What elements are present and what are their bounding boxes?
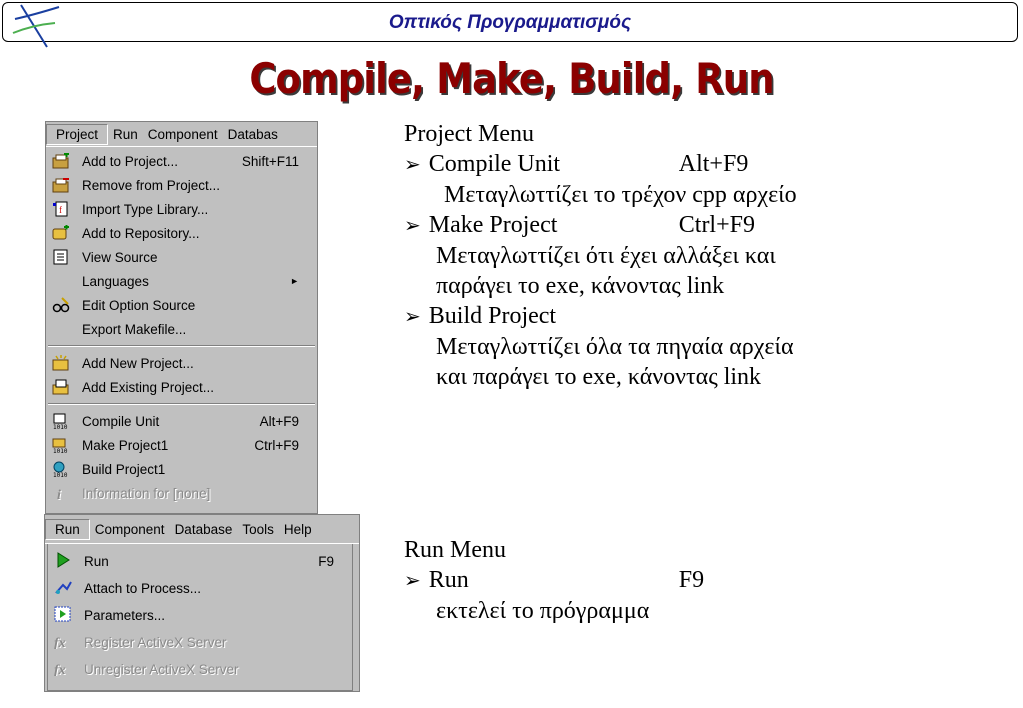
run-heading: Run Menu [404,537,506,563]
run-desc: εκτελεί το πρόγραμμα [436,598,650,624]
menu-run-label: Run [55,521,80,537]
run-key: F9 [678,567,705,593]
menu-item-label: Languages [82,273,149,289]
project-menu-window [45,121,318,514]
menu-item-label: Attach to Process... [84,581,202,596]
svg-text:1010: 1010 [53,424,68,429]
information-icon [52,485,70,501]
menu-item-label: Build Project1 [82,461,166,477]
compile-unit-line [404,149,797,180]
menu-item-label: Add to Project... [82,153,179,169]
project-heading: Project Menu [404,121,534,147]
project-menubar [46,122,317,147]
build-project-line [404,301,797,332]
compile-unit-icon [52,413,70,429]
menu-item-label: Compile Unit [82,413,160,429]
build-project-desc-1: Μεταγλωττίζει όλα τα πηγαία αρχεία [436,334,794,360]
menu-item-label: Run [84,554,109,569]
svg-text:fx: fx [54,663,66,676]
menu-tools[interactable]: Tools [242,521,274,537]
edit-option-source-icon [52,297,70,313]
menu-item-shortcut: Shift+F11 [241,153,299,169]
menu-item-shortcut: Ctrl+F9 [254,437,299,453]
make-project-desc-1: Μεταγλωττίζει ότι έχει αλλάξει και [436,243,776,269]
run-menu-window [44,514,360,692]
menu-item-shortcut: F9 [318,554,334,569]
make-project-desc-2: παράγει το exe, κάνοντας link [436,273,725,299]
menu-item-label: Parameters... [84,608,166,623]
menu-item-unregister-activex [48,656,352,683]
menu-item-remove-from-project[interactable] [46,173,317,197]
project-menu-dropdown [46,147,317,505]
project-notes [404,119,797,392]
attach-to-process-icon [54,579,72,595]
menu-project-label: Project [56,126,99,142]
menu-item-compile-unit[interactable] [46,409,317,433]
run-name: Run [428,567,469,593]
svg-text:fx: fx [54,636,66,649]
unregister-activex-icon [54,660,72,676]
add-to-project-icon [52,153,70,169]
menu-item-label: Register ActiveX Server [84,635,227,650]
menu-item-run[interactable] [48,548,352,575]
menu-help[interactable]: Help [283,521,312,537]
make-project-icon [52,437,70,453]
menu-item-build-project[interactable] [46,457,317,481]
menu-item-make-project[interactable] [46,433,317,457]
run-line [404,565,704,596]
menu-item-shortcut: Alt+F9 [259,413,299,429]
build-project-icon [52,461,70,477]
menu-item-label: View Source [82,249,158,265]
submenu-arrow-icon: ► [290,276,299,286]
menu-item-label: Remove from Project... [82,177,221,193]
compile-unit-name: Compile Unit [428,151,561,177]
header-bar [2,2,1018,42]
menu-item-label: Add to Repository... [82,225,200,241]
menu-item-export-makefile[interactable] [46,317,317,341]
menu-item-parameters[interactable] [48,602,352,629]
menu-separator [48,403,315,405]
run-icon [54,552,72,568]
svg-text:1010: 1010 [53,448,68,453]
menu-database[interactable]: Database [174,521,233,537]
menu-separator [48,345,315,347]
remove-from-project-icon [52,177,70,193]
menu-item-attach-to-process[interactable] [48,575,352,602]
menu-item-label: Edit Option Source [82,297,196,313]
menu-item-register-activex [48,629,352,656]
build-project-desc-2: και παράγει το exe, κάνοντας link [436,364,762,390]
make-project-key: Ctrl+F9 [678,212,755,238]
menu-item-view-source[interactable] [46,245,317,269]
run-menu-dropdown [47,544,353,691]
menu-item-label: Unregister ActiveX Server [84,662,239,677]
menu-item-label: Make Project1 [82,437,169,453]
menu-item-information [46,481,317,505]
parameters-icon [54,606,72,622]
menu-component[interactable]: Component [94,521,165,537]
menu-run-active[interactable] [45,519,90,540]
menu-item-label: Add New Project... [82,355,194,371]
svg-text:f: f [59,205,62,215]
arrow-bullet-icon: ➢ [404,154,421,176]
menu-component[interactable]: Component [147,126,218,142]
svg-text:i: i [57,488,61,501]
compile-unit-key: Alt+F9 [678,151,749,177]
header-title: Οπτικός Προγραμματισμός [388,12,632,33]
make-project-name: Make Project [428,212,558,238]
view-source-icon [52,249,70,265]
slide-title: Compile, Make, Build, Run [249,54,774,103]
arrow-bullet-icon: ➢ [404,570,421,592]
menu-item-add-to-project[interactable] [46,149,317,173]
run-notes [404,535,704,626]
compile-unit-desc: Μεταγλωττίζει το τρέχον cpp αρχείο [444,182,797,208]
menu-item-label: Export Makefile... [82,321,187,337]
menu-item-add-to-repository[interactable] [46,221,317,245]
menu-item-add-existing-project[interactable] [46,375,317,399]
arrow-bullet-icon: ➢ [404,306,421,328]
build-project-name: Build Project [428,303,557,329]
menu-item-label: Add Existing Project... [82,379,215,395]
menu-database[interactable]: Databas [227,126,278,142]
add-existing-project-icon [52,379,70,395]
menu-item-edit-option-source[interactable] [46,293,317,317]
menu-item-label: Information for [none] [82,485,211,501]
run-menubar [45,515,359,544]
import-type-library-icon [52,201,70,217]
make-project-line [404,210,797,241]
menu-item-languages[interactable] [46,269,317,293]
menu-run[interactable]: Run [113,126,138,142]
menu-item-add-new-project[interactable] [46,351,317,375]
add-to-repository-icon [52,225,70,241]
menu-item-import-type-library[interactable] [46,197,317,221]
menu-item-label: Import Type Library... [82,201,209,217]
svg-text:1010: 1010 [53,472,68,477]
arrow-bullet-icon: ➢ [404,215,421,237]
add-new-project-icon [52,355,70,371]
menu-project[interactable] [46,124,108,145]
register-activex-icon [54,633,72,649]
